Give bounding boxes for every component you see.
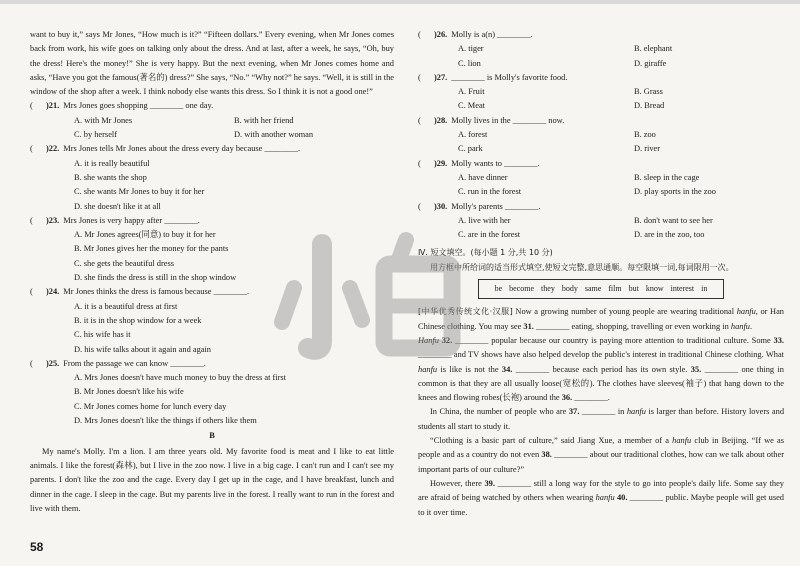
option-c: C. park: [458, 144, 483, 154]
cloze-text: “Clothing is a basic part of culture,” said Jiang Xue, a member of a: [430, 436, 673, 446]
section-4-instructions: 用方框中所给词的适当形式填空,使短文完整,意思通顺。每空限填一词,每词限用一次。: [430, 262, 734, 272]
question-22: [30, 142, 394, 213]
answer-bracket[interactable]: (: [30, 287, 33, 297]
cloze-text: In China, the number of people who are: [430, 407, 569, 417]
answer-bracket[interactable]: (: [418, 30, 421, 39]
option-a: A. with Mr Jones: [74, 115, 133, 125]
cloze-paragraph-5: [418, 477, 784, 520]
option-d: D. giraffe: [634, 58, 667, 68]
cloze-text: , or Han Chinese clothing. You may see: [418, 307, 784, 331]
question-text: Molly wants to ________.: [451, 158, 540, 168]
cloze-italic: hanfu: [626, 407, 646, 417]
cloze-text: ________ one thing in common is that they are all usually loose(宽松的). The clothes have sleeves(袖子) that hang down to the knees and flowing robes(长袍) around the: [418, 364, 784, 403]
cloze-paragraph-4: [418, 434, 784, 477]
cloze-text: ________ because each period has its own style.: [512, 364, 691, 374]
cloze-italic: hanfu: [730, 321, 750, 331]
section-b-heading: B: [209, 431, 215, 441]
answer-bracket[interactable]: (: [30, 101, 33, 111]
question-29: [418, 157, 784, 200]
option-a: A. have dinner: [458, 172, 508, 182]
word-box: be become they body same film but know interest in: [478, 279, 724, 299]
question-text: Molly lives in the ________ now.: [451, 115, 565, 125]
option-b: B. don't want to see her: [634, 215, 713, 225]
option-d: D. play sports in the zoo: [634, 187, 716, 197]
answer-bracket[interactable]: (: [418, 115, 421, 125]
answer-bracket[interactable]: (: [418, 201, 421, 211]
blank-35[interactable]: 35.: [690, 364, 702, 374]
question-text: Mrs Jones tells Mr Jones about the dress every day because ________.: [63, 144, 301, 154]
cloze-italic: hanfu: [672, 436, 692, 446]
question-number: )28.: [434, 115, 448, 125]
blank-33[interactable]: 33.: [773, 335, 785, 345]
question-text: Mrs Jones is very happy after ________.: [63, 215, 200, 225]
question-text: Molly is a(n) ________.: [451, 30, 533, 39]
option-b: B. sleep in the cage: [634, 172, 700, 182]
question-21: [30, 99, 394, 142]
question-number: )24.: [46, 287, 60, 297]
cloze-text: ________ in: [579, 407, 627, 417]
cloze-text: is like is not the: [437, 364, 502, 374]
option-b: B. Mr Jones gives her the money for the pants: [74, 244, 229, 254]
question-text: From the passage we can know ________.: [63, 358, 206, 368]
option-c: C. run in the forest: [458, 187, 522, 197]
option-c: C. she gets the beautiful dress: [74, 258, 175, 268]
question-number: )30.: [434, 201, 448, 211]
option-d: D. river: [634, 144, 661, 154]
question-number: )21.: [46, 101, 60, 111]
option-c: C. lion: [458, 58, 481, 68]
option-b: B. it is in the shop window for a week: [74, 315, 202, 325]
option-b: B. zoo: [634, 130, 656, 140]
passage-a-ending: want to buy it,” says Mr Jones, “How much is it?” “Fifteen dollars.” Every evening, when Mr Jones comes back from work, his wife goes on talking only about the dress. And at last, after a week, he says, “Oh, buy the dress! Here's the money!” She is very happy. But the next evening, when Mr Jones comes home and asks, “Have you got the famous(著名的) dress?” She says, “No.” “Why not?” he says. “Well, it is still in the window of the shop after a week. I think nobody else wants this dress. So I think it is not a good one!”: [30, 30, 394, 97]
section-4-title: Ⅳ. 短文填空。(每小题 1 分,共 10 分): [418, 248, 553, 258]
cloze-tag: [中华优秀传统文化·汉服]: [418, 307, 513, 317]
passage-b: My name's Molly. I'm a lion. I am three years old. My favorite food is meat and I like to eat little animals. I like the forest(森林), but I live in the zoo now. I live in a big cage. I can't run and I can't see my parents. I don't like the zoo and the cage. Every day I get up in the cage, and I have breakfast, lunch and dinner in the cage. I sleep in the cage. But my parents live in the forest. I really want to run in the forest and live with them.: [30, 446, 394, 513]
answer-bracket[interactable]: (: [30, 358, 33, 368]
cloze-italic: hanfu: [418, 364, 438, 374]
cloze-italic: hanfu: [736, 307, 756, 317]
question-28: [418, 114, 784, 157]
question-27: [418, 71, 784, 114]
cloze-text: ________ and TV shows have also helped develop the public's interest in traditional Chinese clothing. What: [418, 350, 784, 360]
answer-bracket[interactable]: (: [418, 158, 421, 168]
cloze-text: ________ public. Maybe people will get used to it over time.: [418, 493, 784, 517]
cloze-italic: hanfu: [595, 493, 615, 503]
answer-bracket[interactable]: (: [418, 72, 421, 82]
cloze-text: Now a growing number of young people are wearing traditional: [512, 307, 737, 317]
option-c: C. by herself: [74, 130, 118, 140]
question-number: )27.: [434, 72, 448, 82]
option-a: A. it is a beautiful dress at first: [74, 301, 178, 311]
question-text: Molly's parents ________.: [451, 201, 541, 211]
cloze-text: ________ popular because our country is paying more attention to traditional culture. Some: [452, 335, 774, 345]
option-a: A. tiger: [458, 44, 484, 54]
question-number: )25.: [46, 358, 60, 368]
page-number: 58: [30, 540, 44, 554]
option-b: B. Mr Jones doesn't like his wife: [74, 387, 184, 397]
blank-31[interactable]: 31.: [523, 321, 534, 331]
answer-bracket[interactable]: (: [30, 144, 33, 154]
question-26: [418, 28, 784, 71]
cloze-paragraph-3: [418, 405, 784, 434]
watermark-logo: [274, 222, 474, 372]
option-c: C. Mr Jones comes home for lunch every day: [74, 401, 227, 411]
cloze-text: ________ still a long way for the style to go into people's daily life. Some say they are afraid of being watched by others when wearing: [418, 478, 784, 503]
question-text: ________ is Molly's favorite food.: [451, 72, 568, 82]
blank-40[interactable]: 40.: [616, 493, 628, 503]
blank-39[interactable]: 39.: [484, 478, 495, 488]
cloze-text: ________ about our traditional clothes, how can we talk about other important parts of our culture?”: [418, 450, 784, 474]
question-number: )23.: [46, 215, 60, 225]
blank-37[interactable]: 37.: [568, 407, 580, 417]
question-number: )26.: [434, 30, 448, 39]
cloze-italic: Hanfu: [418, 335, 439, 345]
option-a: A. it is really beautiful: [74, 158, 150, 168]
option-d: D. Bread: [634, 101, 665, 111]
blank-34[interactable]: 34.: [501, 364, 513, 374]
option-a: A. Mr Jones agrees(同意) to buy it for her: [74, 230, 216, 240]
option-c: C. Meat: [458, 101, 485, 111]
option-d: D. his wife talks about it again and again: [74, 344, 211, 354]
cloze-text: is larger than before. History lovers and students all start to study it.: [418, 407, 785, 431]
question-number: )29.: [434, 158, 448, 168]
option-c: C. she wants Mr Jones to buy it for her: [74, 187, 205, 197]
option-d: D. Mrs Jones doesn't like the things if others like them: [74, 416, 257, 426]
option-a: A. Fruit: [458, 87, 485, 97]
cloze-text: .: [749, 321, 753, 331]
cloze-text: ________.: [572, 393, 610, 403]
answer-bracket[interactable]: (: [30, 215, 33, 225]
question-number: )22.: [46, 144, 60, 154]
question-text: Mr Jones thinks the dress is famous because ________.: [63, 287, 250, 297]
option-c: C. his wife has it: [74, 330, 131, 340]
blank-32[interactable]: 32.: [441, 335, 453, 345]
option-d: D. she doesn't like it at all: [74, 201, 161, 211]
option-d: D. with another woman: [234, 130, 314, 140]
option-d: D. are in the zoo, too: [634, 230, 705, 240]
option-d: D. she finds the dress is still in the shop window: [74, 273, 237, 283]
option-a: A. Mrs Jones doesn't have much money to buy the dress at first: [74, 373, 287, 383]
option-b: B. Grass: [634, 87, 663, 97]
option-b: B. she wants the shop: [74, 172, 147, 182]
blank-36[interactable]: 36.: [561, 393, 573, 403]
question-text: Mrs Jones goes shopping ________ one day.: [63, 101, 214, 111]
cloze-text: club in Beijing. “If we as people and as a country do not even: [418, 436, 784, 460]
blank-38[interactable]: 38.: [541, 450, 552, 460]
cloze-text: ________ eating, shopping, travelling or even working in: [533, 321, 731, 331]
option-c: C. are in the forest: [458, 230, 521, 240]
top-edge: [0, 0, 800, 4]
cloze-text: However, there: [430, 478, 485, 488]
option-b: B. with her friend: [234, 115, 294, 125]
option-b: B. elephant: [634, 44, 673, 54]
option-a: A. live with her: [458, 215, 511, 225]
option-a: A. forest: [458, 130, 488, 140]
